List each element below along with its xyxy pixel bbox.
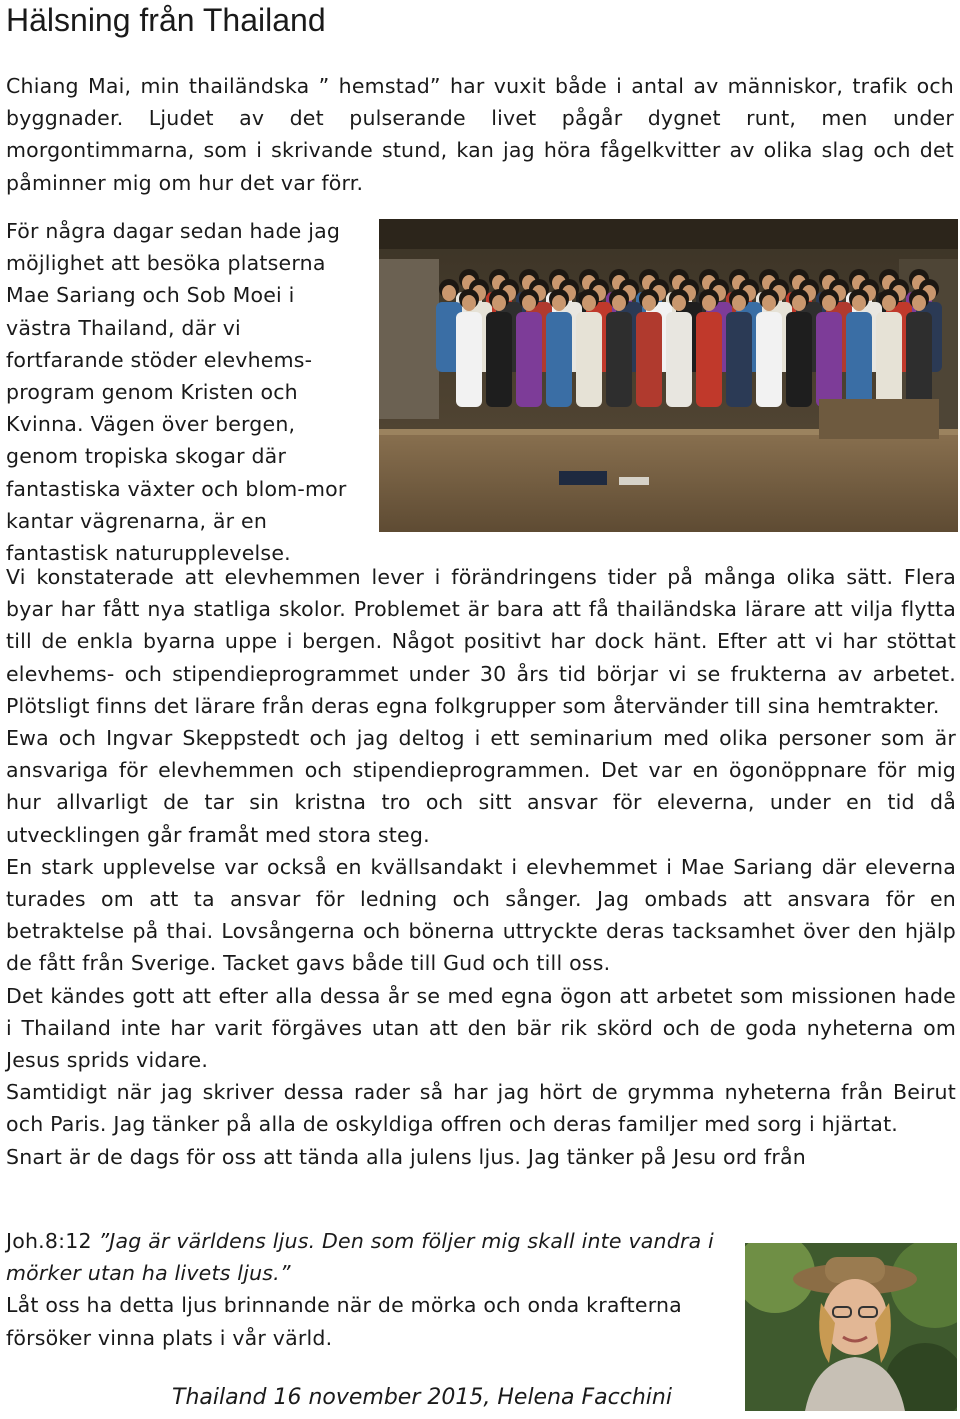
visit-paragraph: För några dagar sedan hade jag möjlighet att besöka platserna Mae Sariang och Sob Moei i västra Thailand, där vi fortfarande stöder elevhems-program genom Kristen och Kvinna. Vägen över bergen, genom tropiska skogar där fantastiska växter och blom-mor kantar vägrenarna, är en fantastisk naturupplevelse. — [6, 219, 347, 566]
intro-paragraph: Chiang Mai, min thailändska ” hemstad” har vuxit både i antal av människor, trafik och byggnader. Ljudet av det pulserande livet pågår dygnet runt, men under morgontimmarna, som i skrivande stund, kan jag höra fågelkvitter av olika slag och det påminner mig om hur det var förr. — [6, 74, 954, 195]
article-title: Hälsning från Thailand — [6, 2, 326, 38]
body-paragraph: Ewa och Ingvar Skeppstedt och jag deltog i ett seminarium med olika personer som är ansvariga för elevhemmen och stipendieprogrammen. Det var en ögonöppnare för mig hur allvarligt de tar sin kristna tro och sitt ansvar för eleverna, under en tid då utvecklingen går framåt med stora steg. — [6, 726, 956, 847]
verse-reference: Joh.8:12 — [6, 1229, 92, 1253]
closing-text — [6, 1225, 736, 1354]
signature-line: Thailand 16 november 2015, Helena Facchini — [172, 1385, 672, 1410]
body-paragraph: Samtidigt när jag skriver dessa rader så har jag hört de grymma nyheterna från Beirut och Paris. Jag tänker på alla de oskyldiga offren och deras familjer med sorg i hjärtat. — [6, 1080, 956, 1137]
body-paragraph: Det kändes gott att efter alla dessa år se med egna ögon att arbetet som missionen hade i Thailand inte har varit förgäves utan att den bär rik skörd och de goda nyheterna om Jesus sprids vidare. — [6, 983, 956, 1073]
portrait-photo — [745, 1243, 957, 1411]
body-paragraph: Vi konstaterade att elevhemmen lever i förändringens tider på många olika sätt. Flera byar har fått nya statliga skolor. Problemet är bara att få thailändska lärare att vilja flytta till de enkla byarna uppe i bergen. Något positivt har dock hänt. Efter att vi har stöttat elevhems- och stipendieprogrammet under 30 års tid börjar vi se frukterna av arbetet. Plötsligt finns det lärare från deras egna folkgrupper som återvänder till sina hemtrakter. — [6, 565, 956, 718]
body-paragraph: En stark upplevelse var också en kvällsandakt i elevhemmet i Mae Sariang där eleverna turades om att ta ansvar för ledning och sånger. Jag ombads att ansvara för en betraktelse på thai. Lovsångerna och bönerna uttryckte deras tacksamhet över den hjälp de fått från Sverige. Tacket gavs både till Gud och till oss. — [6, 854, 956, 976]
group-photo — [379, 219, 958, 532]
closing-paragraph: Låt oss ha detta ljus brinnande när de mörka och onda krafterna försöker vinna plats i vår värld. — [6, 1293, 682, 1350]
verse-quote: ”Jag är världens ljus. Den som följer mig skall inte vandra i mörker utan ha livets ljus.” — [6, 1229, 714, 1286]
body-paragraph: Snart är de dags för oss att tända alla julens ljus. Jag tänker på Jesu ord från — [6, 1144, 806, 1169]
body-text — [6, 561, 956, 1173]
